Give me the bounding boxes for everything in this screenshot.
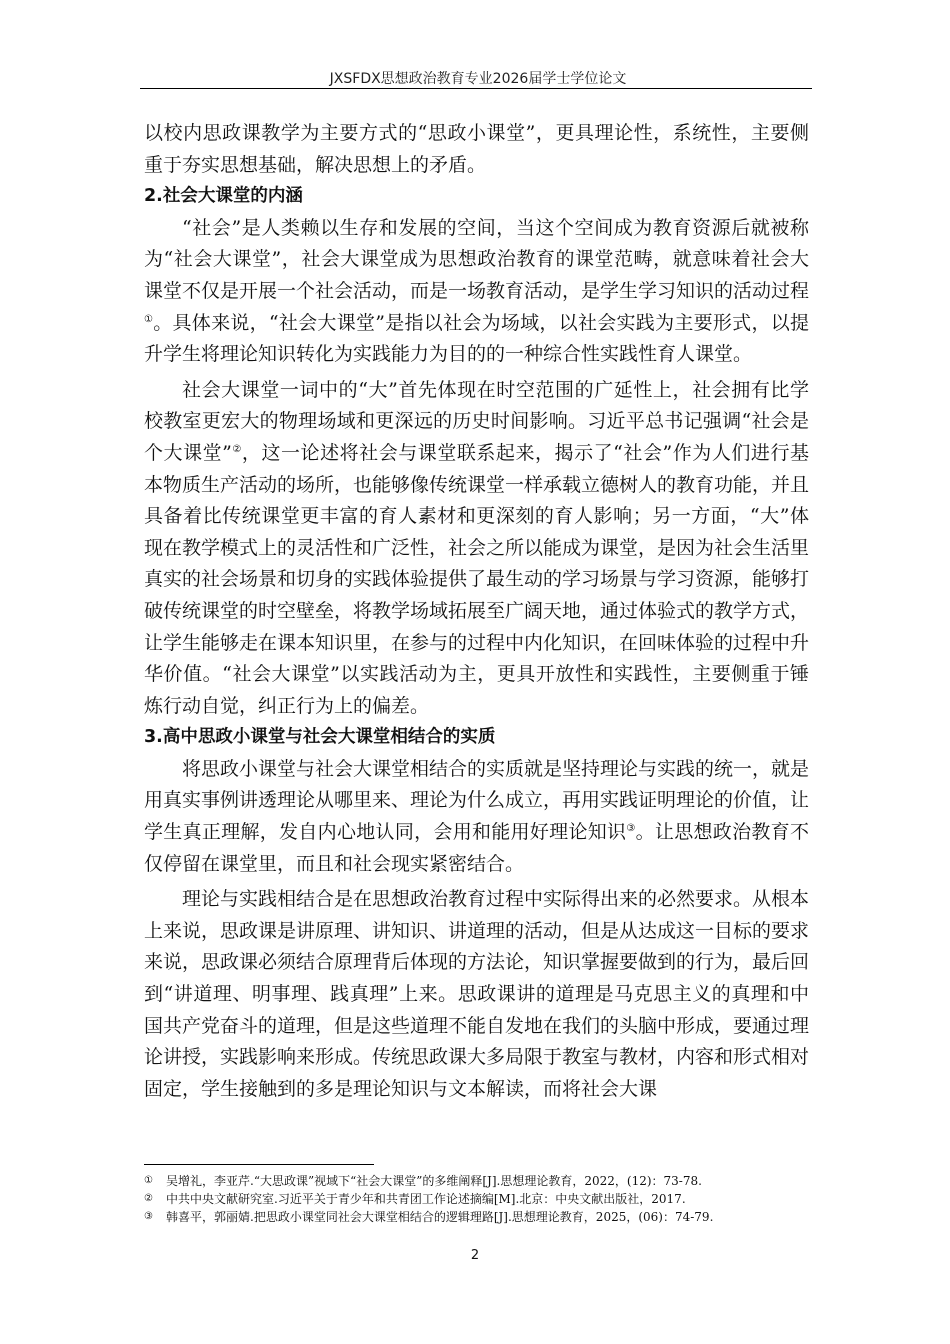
footnotes [144, 1172, 824, 1226]
page-header: JXSFDX思想政治教育专业2026届学士学位论文 [329, 71, 627, 87]
footnote-ref-1[interactable]: ① [144, 313, 154, 325]
footnote-mark: ③ [144, 1211, 153, 1222]
section-heading-2: 2.社会大课堂的内涵 [144, 186, 303, 207]
paragraph-2-text-b: 。具体来说，“社会大课堂”是指以社会为场域，以社会实践为主要形式，以提升学生将理论知识转化为实践能力为目的的一种综合性实践性育人课堂。 [144, 311, 809, 366]
footnote-ref-2[interactable]: ② [231, 443, 242, 455]
section-heading-3: 3.高中思政小课堂与社会大课堂相结合的实质 [144, 727, 496, 748]
footnote-ref-3[interactable]: ③ [626, 823, 636, 835]
footnote-2 [144, 1190, 824, 1208]
header-rule [140, 88, 812, 89]
footnote-mark: ② [144, 1193, 153, 1204]
footnote-separator [144, 1164, 374, 1165]
body-text [144, 118, 809, 1105]
paragraph-4-text-b: 。让思想政治教育不仅停留在课堂里，而且和社会现实紧密结合。 [144, 821, 809, 875]
footnote-text: 吴增礼，李亚芹.“大思政课”视域下“社会大课堂”的多维阐释[J].思想理论教育，2022，(12)：73-78. [166, 1174, 702, 1188]
paragraph-5: 理论与实践相结合是在思想政治教育过程中实际得出来的必然要求。从根本上来说，思政课是讲原理、讲知识、讲道理的活动，但是从达成这一目标的要求来说，思政课必须结合原理背后体现的方法论，知识掌握要做到的行为，最后回到“讲道理、明事理、践真理”上来。思政课讲的道理是马克思主义的真理和中国共产党奋斗的道理，但是这些道理不能自发地在我们的头脑中形成，要通过理论讲授，实践影响来形成。传统思政课大多局限于教室与教材，内容和形式相对固定，学生接触到的多是理论知识与文本解读，而将社会大课 [144, 888, 810, 1100]
paragraph-4-text-a: 将思政小课堂与社会大课堂相结合的实质就是坚持理论与实践的统一，就是用真实事例讲透理论从哪里来、理论为什么成立，再用实践证明理论的价值，让学生真正理解，发自内心地认同，会用和能用好理论知识 [144, 757, 810, 844]
paragraph-1: 以校内思政课教学为主要方式的“思政小课堂”，更具理论性，系统性，主要侧重于夯实思想基础，解决思想上的矛盾。 [144, 122, 809, 176]
paragraph-4 [144, 754, 809, 880]
paragraph-3-text-a: 社会大课堂一词中的“大”首先体现在时空范围的广延性上，社会拥有比学校教室更宏大的物理场域和更深远的历史时间影响。习近平总书记强调“社会是个大课堂” [144, 378, 809, 464]
paragraph-2-text-a: “社会”是人类赖以生存和发展的空间，当这个空间成为教育资源后就被称为“社会大课堂”，社会大课堂成为思想政治教育的课堂范畴，就意味着社会大课堂不仅是开展一个社会活动，而是一场教育活动，是学生学习知识的活动过程 [144, 216, 810, 302]
paragraph-2 [144, 213, 809, 371]
paragraph-3 [144, 375, 809, 723]
paragraph-3-text-b: ，这一论述将社会与课堂联系起来，揭示了“社会”作为人们进行基本物质生产活动的场所，也能够像传统课堂一样承载立德树人的教育功能，并且具备着比传统课堂更丰富的育人素材和更深刻的育人影响；另一方面，“大”体现在教学模式上的灵活性和广泛性，社会之所以能成为课堂，是因为社会生活里真实的社会场景和切身的实践体验提供了最生动的学习场景与学习资源，能够打破传统课堂的时空壁垒，将教学场域拓展至广阔天地，通过体验式的教学方式，让学生能够走在课本知识里，在参与的过程中内化知识，在回味体验的过程中升华价值。“社会大课堂”以实践活动为主，更具开放性和实践性，主要侧重于锤炼行动自觉，纠正行为上的偏差。 [144, 441, 810, 717]
footnote-text: 韩喜平，郭丽婧.把思政小课堂同社会大课堂相结合的逻辑理路[J].思想理论教育，2025，(06)：74-79. [166, 1210, 714, 1224]
page-number: 2 [470, 1248, 480, 1263]
footnote-mark: ① [144, 1175, 153, 1186]
footnote-3 [144, 1208, 824, 1226]
footnote-text: 中共中央文献研究室.习近平关于青少年和共青团工作论述摘编[M].北京：中央文献出版社，2017. [166, 1192, 686, 1206]
footnote-1 [144, 1172, 824, 1190]
